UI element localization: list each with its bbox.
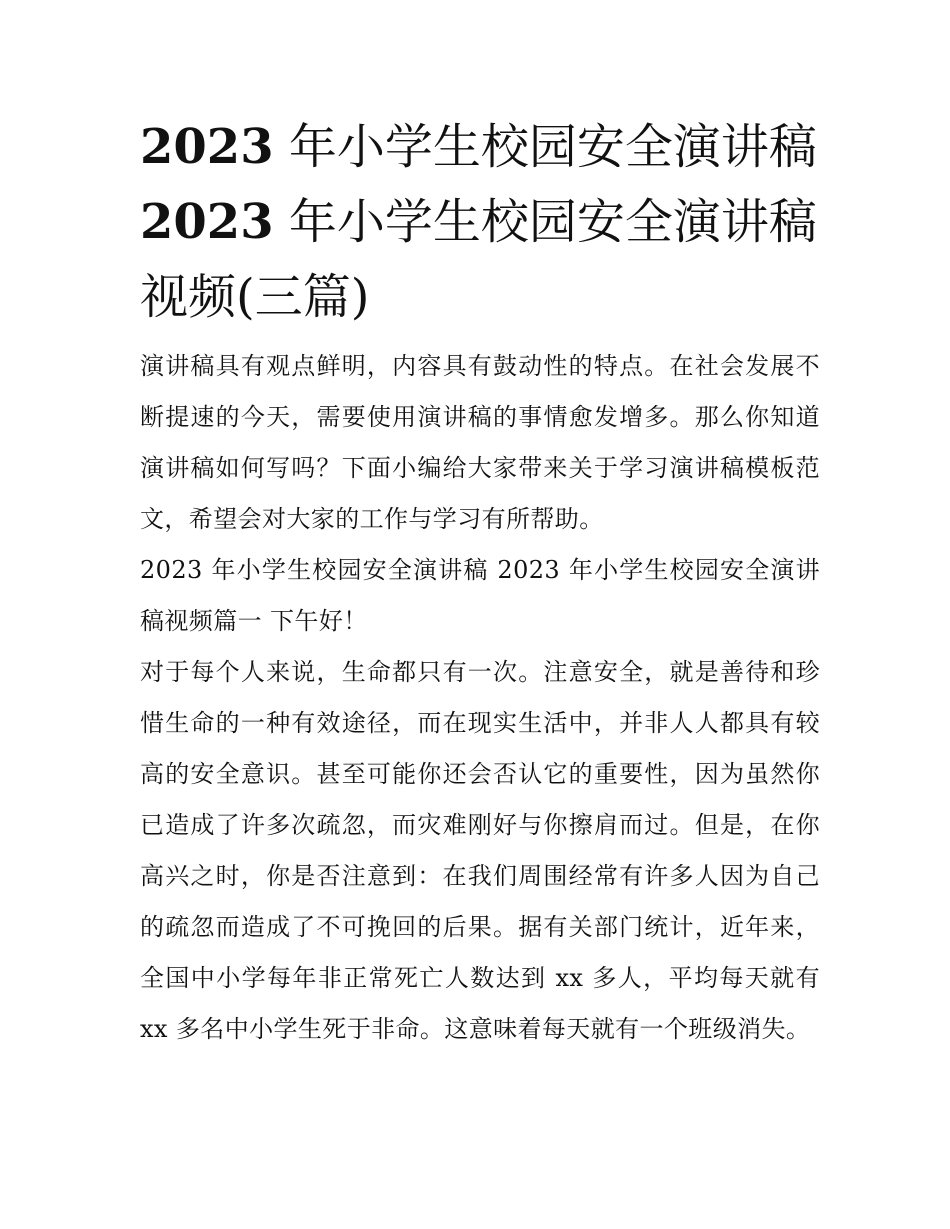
title-year-2: 2023 [140,194,274,250]
title-text-2: 年小学生校园安全演讲稿视频(三篇) [140,194,817,325]
body-paragraph: 对于每个人来说，生命都只有一次。注意安全，就是善待和珍惜生命的一种有效途径，而在现实生活中，并非人人都具有较高的安全意识。甚至可能你还会否认它的重要性，因为虽然你已造成了许多次疏忽，而灾难刚好与你擦肩而过。但是，在你高兴之时，你是否注意到：在我们周围经常有许多人因为自己的疏忽而造成了不可挽回的后果。据有关部门统计，近年来，全国中小学每年非正常死亡人数达到 xx 多人，平均每天就有 xx 多名中小学生死于非命。这意味着每天就有一个班级消失。 [140,658,820,1043]
section-heading: 2023 年小学生校园安全演讲稿 2023 年小学生校园安全演讲稿视频篇一 下午好！ [140,556,820,635]
title-text-1: 年小学生校园安全演讲稿 [288,119,817,175]
document-page [140,110,820,1055]
intro-paragraph: 演讲稿具有观点鲜明，内容具有鼓动性的特点。在社会发展不断提速的今天，需要使用演讲稿的事情愈发增多。那么你知道演讲稿如何写吗？下面小编给大家带来关于学习演讲稿模板范文，希望会对大家的工作与学习有所帮助。 [140,352,820,533]
title-year-1: 2023 [140,119,274,175]
document-title [140,110,820,335]
